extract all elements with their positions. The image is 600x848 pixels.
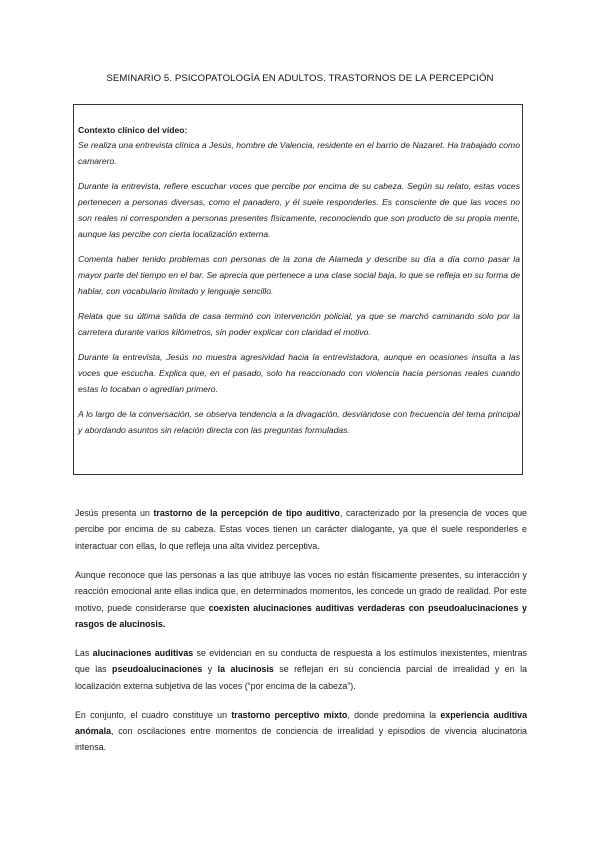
text-run: Jesús presenta un (75, 508, 154, 518)
text-run: , caracterizado por la presencia de voces que percibe por encima de su cabeza. Estas voces tienen un carácter dialogante, ya que él suele responderles e interactuar con ellas, lo que refleja una alta vividez perceptiva. (75, 508, 527, 551)
bold-term: la alucinosis (217, 664, 274, 675)
bold-term: pseudoalucinaciones (112, 664, 203, 675)
analysis-paragraph (75, 707, 527, 756)
analysis-section (75, 505, 527, 768)
clinical-context-box (73, 104, 523, 475)
context-heading: Contexto clínico del vídeo: (78, 125, 188, 135)
text-run: , donde predomina la (347, 709, 441, 720)
bold-term: experiencia auditiva anómala (75, 709, 528, 736)
context-paragraph: A lo largo de la conversación, se observa tendencia a la divagación, desviándose con frecuencia del tema principal y abordando asuntos sin relación directa con las preguntas formuladas. (78, 408, 520, 435)
analysis-paragraph (75, 567, 527, 633)
analysis-paragraph (75, 505, 527, 554)
bold-term: alucinaciones auditivas (92, 647, 194, 658)
context-paragraph: Comenta haber tenido problemas con personas de la zona de Alameda y describe su día a día como pasar la mayor parte del tiempo en el bar. Se aprecia que pertenece a una clase social baja, lo que se refleja en su forma de hablar, con vocabulario limitado y lenguaje sencillo. (78, 253, 520, 296)
text-run: Aunque reconoce que las personas a las que atribuye las voces no están físicamente presentes, su interacción y reacción emocional ante ellas indica que, en determinados momentos, les concede un grado de realidad. Por este motivo, puede considerarse que (75, 569, 527, 613)
text-run: se reflejan en su conciencia parcial de irrealidad y en la localización externa subjetiva de las voces (“por encima de la cabeza”). (75, 664, 528, 691)
text-run: Las (75, 647, 93, 658)
context-paragraph: Relata que su última salida de casa terminó con intervención policial, ya que se marchó caminando solo por la carretera durante varios kilómetros, sin poder explicar con claridad el motivo. (78, 310, 520, 337)
context-paragraph: Durante la entrevista, refiere escuchar voces que percibe por encima de su cabeza. Según su relato, estas voces pertenecen a personas diversas, como el panadero, y él suele responderles. Es consciente de que las voces no son reales ni corresponden a personas presentes físicamente, reconociendo que son producto de su propia mente, aunque las percibe con cierta localización externa. (78, 180, 520, 239)
bold-term: trastorno perceptivo mixto (231, 709, 348, 720)
bold-term: trastorno de la percepción de tipo auditivo (153, 508, 340, 518)
context-paragraph: Durante la entrevista, Jesús no muestra agresividad hacia la entrevistadora, aunque en ocasiones insulta a las voces que escucha. Explica que, en el pasado, solo ha reaccionado con violencia hacia personas reales cuando estas lo tocaban o agredían primero. (78, 351, 520, 394)
text-run: , con oscilaciones entre momentos de conciencia de irrealidad y episodios de vivencia alucinatoria intensa. (75, 725, 527, 753)
context-paragraph: Se realiza una entrevista clínica a Jesús, hombre de Valencia, residente en el barrio de Nazaret. Ha trabajado como camarero. (78, 139, 520, 166)
page-title: SEMINARIO 5. PSICOPATOLOGÍA EN ADULTOS. TRASTORNOS DE LA PERCEPCIÓN (106, 73, 494, 84)
bold-term: coexisten alucinaciones auditivas verdaderas con pseudoalucinaciones y rasgos de alucinosis. (75, 602, 527, 629)
text-run: En conjunto, el cuadro constituye un (75, 709, 232, 720)
analysis-paragraph (75, 645, 527, 694)
text-run: y (202, 664, 218, 675)
text-run: se evidencian en su conducta de respuesta a los estímulos inexistentes, mientras que las (75, 647, 527, 675)
